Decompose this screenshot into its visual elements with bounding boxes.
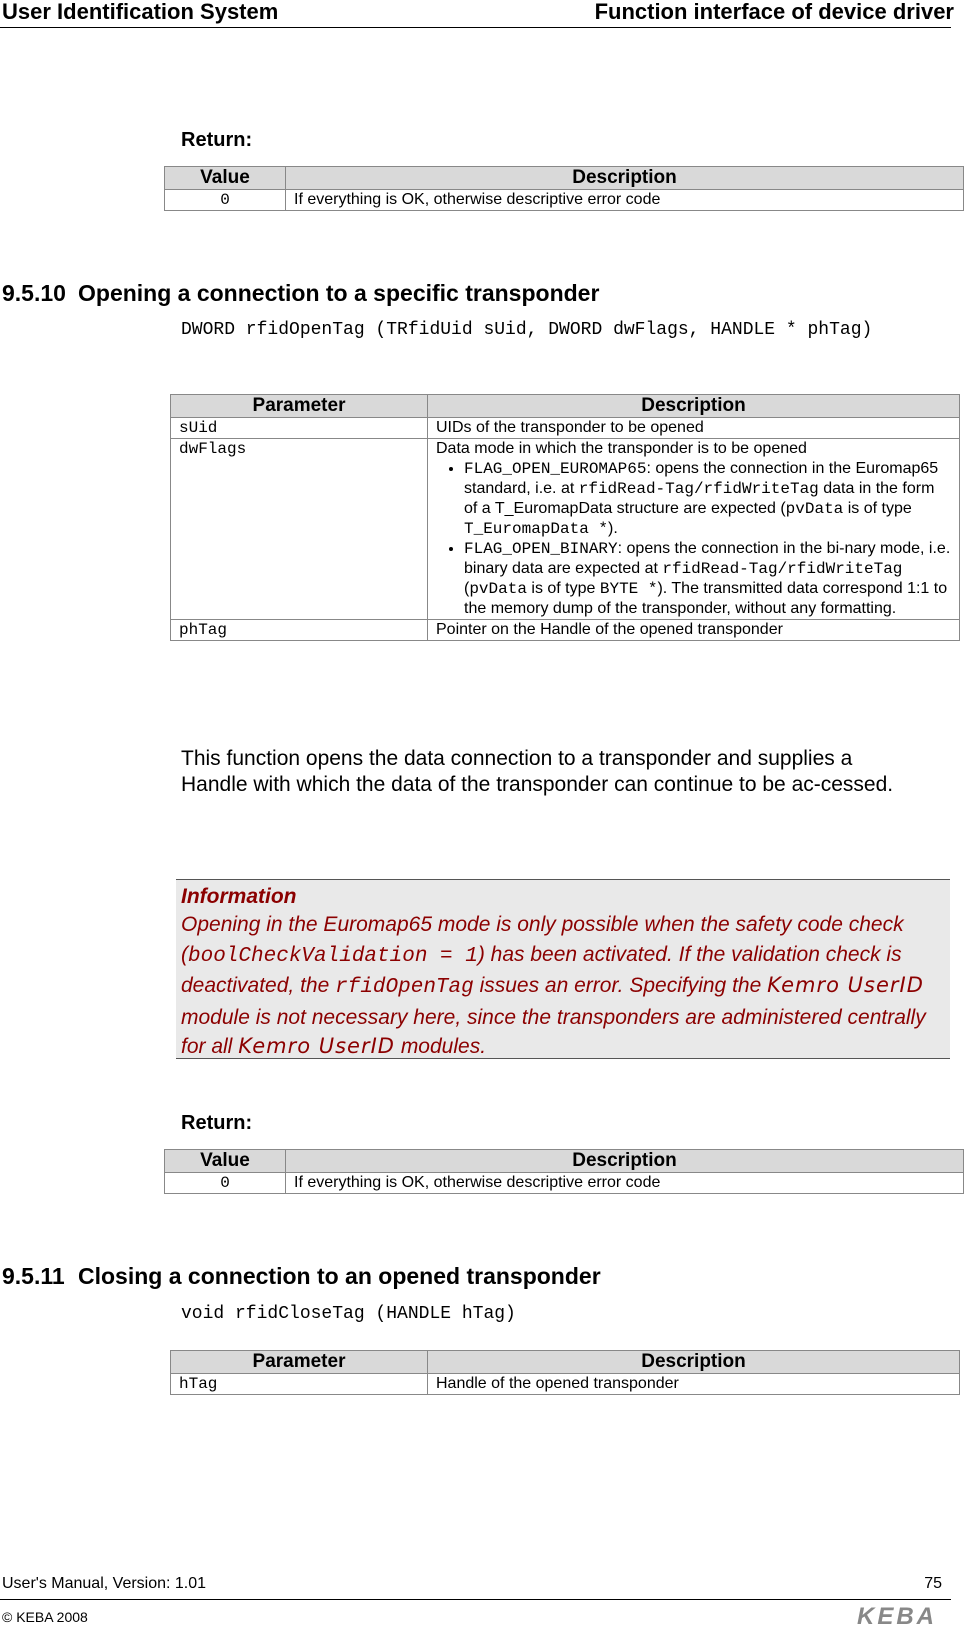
table-row bbox=[171, 439, 960, 620]
document-header-chapter: Function interface of device driver bbox=[594, 0, 954, 24]
logo-text: KEBA bbox=[856, 1605, 938, 1627]
section-title: Opening a connection to a specific transponder bbox=[78, 280, 600, 306]
footer-copyright: © KEBA 2008 bbox=[2, 1609, 88, 1625]
section-number: 9.5.11 bbox=[2, 1263, 65, 1289]
text: : opens the connection in the bi-nary mode, i.e. binary data are expected at bbox=[464, 540, 951, 577]
column-header-description: Description bbox=[428, 395, 960, 418]
text: ). bbox=[608, 520, 618, 537]
param-name: sUid bbox=[171, 418, 428, 439]
table-row bbox=[171, 1374, 960, 1395]
column-header-description: Description bbox=[428, 1351, 960, 1374]
list-item bbox=[464, 539, 951, 619]
param-name: hTag bbox=[171, 1374, 428, 1395]
parameter-table bbox=[170, 394, 960, 641]
table-row bbox=[165, 190, 964, 211]
param-name: dwFlags bbox=[171, 439, 428, 620]
column-header-parameter: Parameter bbox=[171, 395, 428, 418]
table-row bbox=[171, 620, 960, 641]
document-header-title: User Identification System bbox=[2, 0, 279, 24]
return-table bbox=[164, 166, 964, 211]
product-name: Kemro UserID bbox=[767, 973, 924, 997]
section-number: 9.5.10 bbox=[2, 280, 66, 306]
return-table bbox=[164, 1149, 964, 1194]
section-heading bbox=[2, 1263, 601, 1290]
function-code: rfidRead-Tag/rfidWriteTag bbox=[662, 560, 903, 578]
param-name: phTag bbox=[171, 620, 428, 641]
flag-code: FLAG_OPEN_BINARY bbox=[464, 540, 618, 558]
text: ). The transmitted data correspond 1:1 to the memory dump of the transponder, without any formatting. bbox=[464, 580, 948, 617]
return-label: Return: bbox=[181, 1112, 253, 1134]
function-code: rfidRead-Tag/rfidWriteTag bbox=[578, 480, 819, 498]
return-label: Return: bbox=[181, 129, 253, 151]
var-code: pvData bbox=[785, 500, 844, 518]
text: data in the form of a T_EuromapData structure are expected ( bbox=[464, 480, 935, 517]
param-description bbox=[428, 439, 960, 620]
text: ( bbox=[464, 580, 470, 597]
column-header-description: Description bbox=[286, 167, 964, 190]
text: Opening in the Euromap65 mode is only possible when the safety code check ( bbox=[181, 913, 904, 966]
information-text bbox=[181, 910, 956, 1062]
footer-divider bbox=[0, 1599, 951, 1600]
flag-code: FLAG_OPEN_EUROMAP65 bbox=[464, 460, 647, 478]
code: boolCheckValidation = 1 bbox=[188, 944, 478, 968]
text: ) has been activated. If the validation check is deactivated, the bbox=[181, 942, 902, 997]
text: issues an error. Specifying the bbox=[473, 974, 768, 997]
text: is of type bbox=[526, 580, 600, 597]
param-description: Pointer on the Handle of the opened transponder bbox=[428, 620, 960, 641]
column-header-value: Value bbox=[165, 1150, 286, 1173]
flag-list bbox=[436, 459, 951, 619]
description-paragraph: This function opens the data connection to a transponder and supplies a Handle with which the data of the transponder can continue to be ac-cessed. bbox=[181, 747, 894, 796]
column-header-value: Value bbox=[165, 167, 286, 190]
keba-logo bbox=[848, 1605, 946, 1627]
list-item bbox=[464, 459, 951, 539]
text: : opens the connection in the Euromap65 standard, i.e. at bbox=[464, 460, 939, 497]
footer-manual-version: User's Manual, Version: 1.01 bbox=[2, 1575, 207, 1592]
code: rfidOpenTag bbox=[335, 976, 474, 999]
return-description: If everything is OK, otherwise descriptive error code bbox=[286, 1173, 964, 1194]
column-header-description: Description bbox=[286, 1150, 964, 1173]
parameter-table bbox=[170, 1350, 960, 1395]
text: module is not necessary here, since the transponders are administered centrally for all bbox=[181, 1005, 926, 1058]
return-description: If everything is OK, otherwise descriptive error code bbox=[286, 190, 964, 211]
param-description: UIDs of the transponder to be opened bbox=[428, 418, 960, 439]
section-heading bbox=[2, 280, 599, 307]
product-name: Kemro UserID bbox=[238, 1034, 395, 1058]
table-row bbox=[171, 418, 960, 439]
table-row bbox=[165, 1173, 964, 1194]
type-code: BYTE * bbox=[599, 580, 658, 598]
header-divider bbox=[0, 27, 951, 28]
var-code: pvData bbox=[469, 580, 527, 598]
function-signature: DWORD rfidOpenTag (TRfidUid sUid, DWORD dwFlags, HANDLE * phTag) bbox=[181, 320, 873, 340]
return-value: 0 bbox=[165, 1173, 286, 1194]
text: is of type bbox=[843, 500, 912, 517]
function-signature: void rfidCloseTag (HANDLE hTag) bbox=[181, 1304, 516, 1324]
section-title: Closing a connection to an opened transponder bbox=[78, 1263, 601, 1289]
param-description: Handle of the opened transponder bbox=[428, 1374, 960, 1395]
param-description-intro: Data mode in which the transponder is to be opened bbox=[436, 440, 807, 457]
text: modules. bbox=[394, 1035, 487, 1058]
information-title: Information bbox=[181, 885, 297, 908]
return-value: 0 bbox=[165, 190, 286, 211]
page-number: 75 bbox=[924, 1575, 942, 1592]
type-code: T_EuromapData * bbox=[464, 520, 609, 538]
column-header-parameter: Parameter bbox=[171, 1351, 428, 1374]
